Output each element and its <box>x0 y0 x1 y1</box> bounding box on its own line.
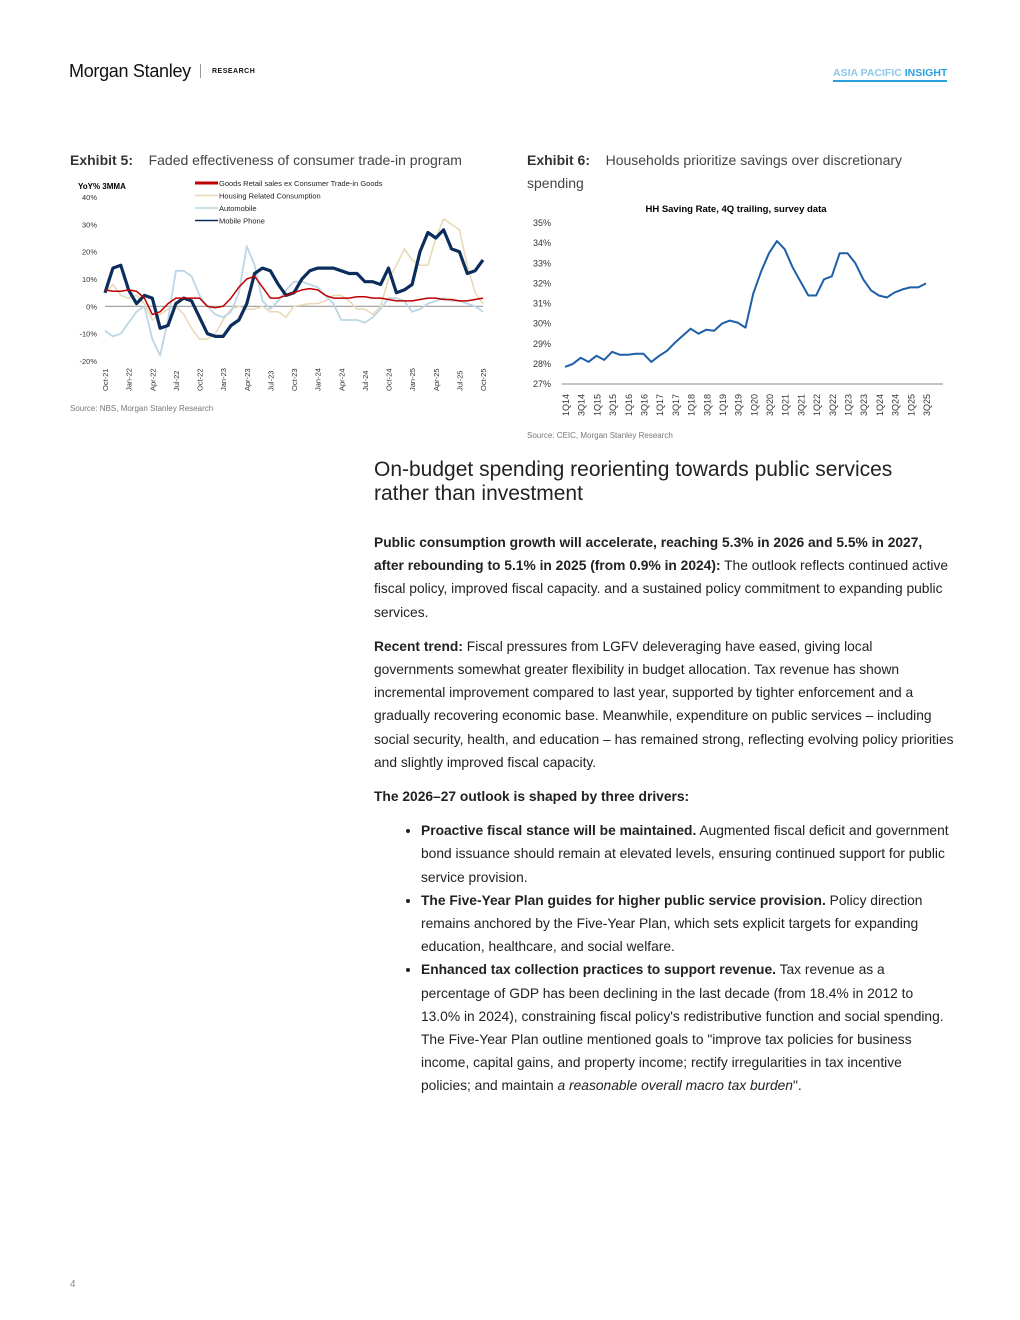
x-tick-label: Apr-24 <box>337 368 347 391</box>
y-tick-label: 0% <box>86 302 97 312</box>
x-tick-label: 1Q25 <box>906 393 917 416</box>
x-tick-label: Jan-23 <box>219 368 229 391</box>
y-tick-label: 31% <box>532 298 551 309</box>
exhibit5-title <box>70 149 490 172</box>
chart-exhibit6 <box>520 198 950 420</box>
y-tick-label: 35% <box>532 218 551 228</box>
x-tick-label: Oct-21 <box>101 368 110 391</box>
item-bold: Enhanced tax collection practices to support revenue. <box>421 962 776 978</box>
legend-label: Automobile <box>219 204 257 213</box>
x-tick-label: 1Q24 <box>874 393 885 416</box>
x-tick-label: 3Q17 <box>670 393 681 416</box>
x-tick-label: Jul-24 <box>360 370 370 391</box>
section-label: RESEARCH <box>212 68 256 75</box>
x-tick-label: Oct-24 <box>384 368 394 391</box>
x-tick-label: 1Q23 <box>843 393 854 416</box>
paragraph <box>374 531 954 624</box>
x-tick-label: 3Q22 <box>827 393 838 416</box>
x-tick-label: Jul-25 <box>455 370 465 391</box>
series-line <box>105 230 483 337</box>
x-tick-label: 3Q18 <box>702 393 713 416</box>
divider <box>200 64 201 78</box>
item-end: ". <box>792 1078 802 1094</box>
list-item <box>421 819 954 889</box>
x-tick-label: 1Q22 <box>812 393 823 416</box>
y-tick-label: 33% <box>532 258 551 269</box>
y-tick-label: 27% <box>532 379 551 389</box>
x-tick-label: 3Q25 <box>922 393 932 416</box>
y-tick-label: 30% <box>532 318 551 329</box>
item-text: Tax revenue as a percentage of GDP has been declining in the last decade (from 18.4% in 2012 to 13.0% in 2024), constraining fiscal policy's redistributive function and social spending. The Five-Year Plan outline mentioned goals to "improve tax policies for business income, capital gains, and property income; rectify irregularities in tax incentive policies; and maintain <box>421 962 944 1094</box>
y-tick-label: -10% <box>79 329 97 339</box>
x-tick-label: 3Q16 <box>639 393 650 416</box>
legend-label: Mobile Phone <box>219 216 265 226</box>
x-tick-label: Oct-22 <box>195 368 205 391</box>
list-item <box>421 889 954 959</box>
x-tick-label: 1Q16 <box>623 393 634 416</box>
exhibit-label: Exhibit 6: <box>527 152 591 168</box>
page-number: 4 <box>70 1279 76 1290</box>
x-tick-label: 3Q15 <box>608 393 619 416</box>
lead-bold: The 2026–27 outlook is shaped by three drivers: <box>374 789 690 805</box>
x-tick-label: Jul-23 <box>266 370 276 391</box>
y-axis-label: YoY% 3MMA <box>78 182 126 191</box>
y-tick-label: 10% <box>81 275 97 284</box>
x-tick-label: Apr-25 <box>431 368 441 391</box>
x-tick-label: 1Q18 <box>686 393 697 416</box>
brand-logo: Morgan Stanley <box>69 61 191 81</box>
section-heading: On-budget spending reorienting towards public services rather than investment <box>374 458 893 505</box>
exhibit6-source: Source: CEIC, Morgan Stanley Research <box>527 431 673 440</box>
x-tick-label: 3Q24 <box>890 393 901 416</box>
item-text: Augmented fiscal deficit and government bond issuance should remain at elevated levels, ensuring continued support for public service provision. <box>421 823 949 885</box>
x-tick-label: 3Q21 <box>796 393 807 416</box>
list-item <box>421 958 954 1097</box>
exhibit5-source: Source: NBS, Morgan Stanley Research <box>70 404 214 413</box>
x-tick-label: 3Q14 <box>576 393 587 416</box>
y-tick-label: 20% <box>81 247 97 257</box>
item-italic: a reasonable overall macro tax burden <box>557 1078 793 1094</box>
exhibit-title: Households prioritize savings over discretionary spending <box>527 152 903 191</box>
paragraph-text: The outlook reflects continued active fiscal policy, improved fiscal capacity. and a sustained policy commitment to expanding public services. <box>374 558 949 620</box>
exhibit-title: Faded effectiveness of consumer trade-in program <box>148 152 462 168</box>
y-tick-label: -20% <box>79 357 97 366</box>
series-line <box>105 246 483 355</box>
x-tick-label: 1Q17 <box>655 393 666 416</box>
y-tick-label: 32% <box>532 278 551 289</box>
x-tick-label: Jul-22 <box>171 370 181 391</box>
x-tick-label: 3Q19 <box>733 393 744 416</box>
exhibit-label: Exhibit 5: <box>70 152 134 168</box>
paragraph <box>374 635 954 774</box>
x-tick-label: Jan-24 <box>313 368 323 391</box>
x-tick-label: Jan-25 <box>408 368 418 391</box>
series-label-a: ASIA PACIFIC <box>833 67 902 79</box>
series-line <box>565 241 926 367</box>
x-tick-label: 3Q20 <box>765 393 776 416</box>
y-tick-label: 29% <box>532 338 551 349</box>
y-tick-label: 40% <box>81 193 97 202</box>
x-tick-label: Apr-22 <box>148 368 158 391</box>
y-tick-label: 30% <box>81 220 97 230</box>
x-tick-label: 3Q23 <box>859 393 870 416</box>
y-tick-label: 28% <box>532 358 551 369</box>
exhibit6-title <box>527 149 947 195</box>
series-label-b: INSIGHT <box>904 67 948 79</box>
x-tick-label: 1Q20 <box>749 393 760 416</box>
x-tick-label: Oct-25 <box>479 368 488 391</box>
y-tick-label: 34% <box>532 238 551 249</box>
x-tick-label: Jan-22 <box>124 368 134 391</box>
x-tick-label: Apr-23 <box>242 368 252 391</box>
x-tick-label: 1Q14 <box>561 393 571 416</box>
legend-label: Goods Retail sales ex Consumer Trade-in Goods <box>219 179 383 188</box>
series-label <box>833 67 947 82</box>
item-text: Policy direction remains anchored by the Five-Year Plan, which sets explicit targets for expanding education, healthcare, and social welfare. <box>421 892 923 955</box>
legend-label: Housing Related Consumption <box>219 191 321 201</box>
chart-title: HH Saving Rate, 4Q trailing, survey data <box>645 204 827 215</box>
lead-bold: Recent trend: <box>374 638 463 654</box>
x-tick-label: 1Q21 <box>780 393 791 416</box>
paragraph-text: Fiscal pressures from LGFV deleveraging have eased, giving local governments somewhat greater flexibility in budget allocation. Tax revenue has shown incremental improvement compared to last year, supported by tighter enforcement and a gradually recovering economic base. Meanwhile, expenditure on public services – including social security, health, and education – has remained strong, reflecting evolving policy priorities and slightly improved fiscal capacity. <box>374 638 954 770</box>
item-bold: Proactive fiscal stance will be maintained. <box>421 823 697 839</box>
x-tick-label: 1Q19 <box>717 393 728 416</box>
paragraph <box>374 785 954 808</box>
x-tick-label: 1Q15 <box>592 393 603 416</box>
article-body <box>374 531 954 1098</box>
x-tick-label: Oct-23 <box>290 368 299 391</box>
drivers-list <box>374 819 954 1097</box>
chart-exhibit5 <box>65 172 495 397</box>
item-bold: The Five-Year Plan guides for higher public service provision. <box>421 892 826 908</box>
lead-bold: Public consumption growth will accelerate, reaching 5.3% in 2026 and 5.5% in 2027, after rebounding to 5.1% in 2025 (from 0.9% in 2024): <box>374 535 923 574</box>
